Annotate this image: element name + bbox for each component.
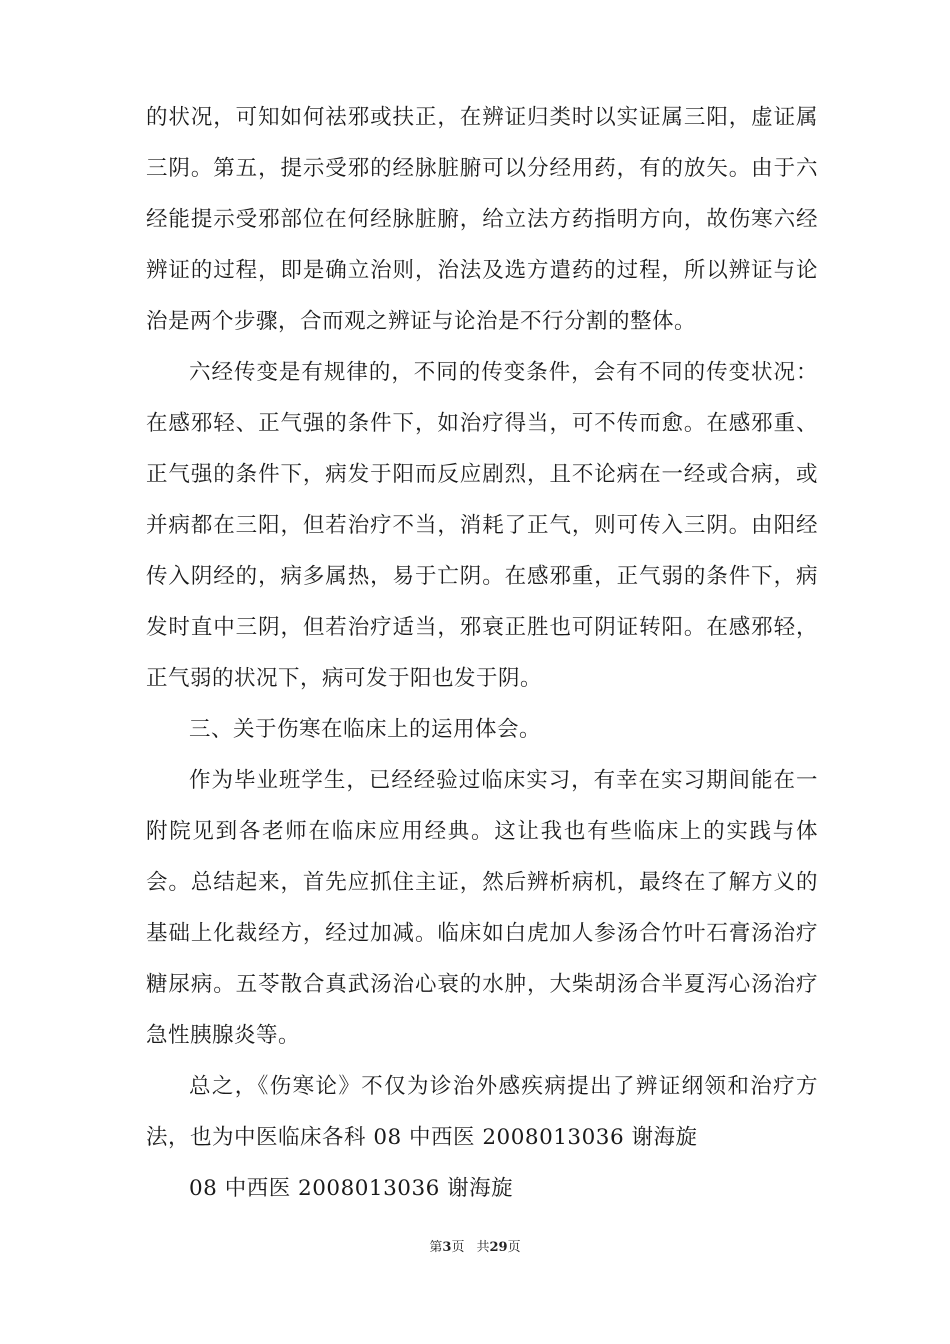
current-page-number: 3 bbox=[442, 1240, 452, 1255]
paragraph: 作为毕业班学生，已经经验过临床实习，有幸在实习期间能在一附院见到各老师在临床应用经典。这让我也有些临床上的实践与体会。总结起来，首先应抓住主证，然后辨析病机，最终在了解方义的基础上化裁经方，经过加减。临床如白虎加人参汤合竹叶石膏汤治疗糖尿病。五苓散合真武汤治心衰的水肿，大柴胡汤合半夏泻心汤治疗急性胰腺炎等。 bbox=[146, 768, 818, 1048]
section-heading: 三、关于伤寒在临床上的运用体会。 bbox=[189, 717, 542, 742]
footer-total-suffix: 页 bbox=[507, 1240, 521, 1255]
footer-prefix: 第 bbox=[429, 1240, 443, 1255]
paragraph: 总之，《伤寒论》不仅为诊治外感疾病提出了辨证纲领和治疗方法，也为中医临床各科 08 中西医 2008013036 谢海旋 bbox=[146, 1074, 818, 1150]
footer-total-prefix: 共 bbox=[476, 1240, 490, 1255]
footer-page-suffix: 页 bbox=[451, 1240, 465, 1255]
page-footer bbox=[0, 1236, 950, 1255]
paragraph: 08 中西医 2008013036 谢海旋 bbox=[189, 1176, 514, 1201]
paragraph: 的状况，可知如何祛邪或扶正，在辨证归类时以实证属三阳，虚证属三阴。第五，提示受邪的经脉脏腑可以分经用药，有的放矢。由于六经能提示受邪部位在何经脉脏腑，给立法方药指明方向，故伤寒六经辨证的过程，即是确立治则，治法及选方遣药的过程，所以辨证与论治是两个步骤，合而观之辨证与论治是不行分割的整体。 bbox=[146, 105, 818, 334]
body-text bbox=[146, 92, 818, 1214]
total-page-count: 29 bbox=[489, 1240, 508, 1255]
paragraph: 六经传变是有规律的，不同的传变条件，会有不同的传变状况：在感邪轻、正气强的条件下，如治疗得当，可不传而愈。在感邪重、正气强的条件下，病发于阳而反应剧烈，且不论病在一经或合病，或并病都在三阳，但若治疗不当，消耗了正气，则可传入三阴。由阳经传入阴经的，病多属热，易于亡阴。在感邪重，正气弱的条件下，病发时直中三阴，但若治疗适当，邪衰正胜也可阴证转阳。在感邪轻，正气弱的状况下，病可发于阳也发于阴。 bbox=[146, 360, 818, 691]
